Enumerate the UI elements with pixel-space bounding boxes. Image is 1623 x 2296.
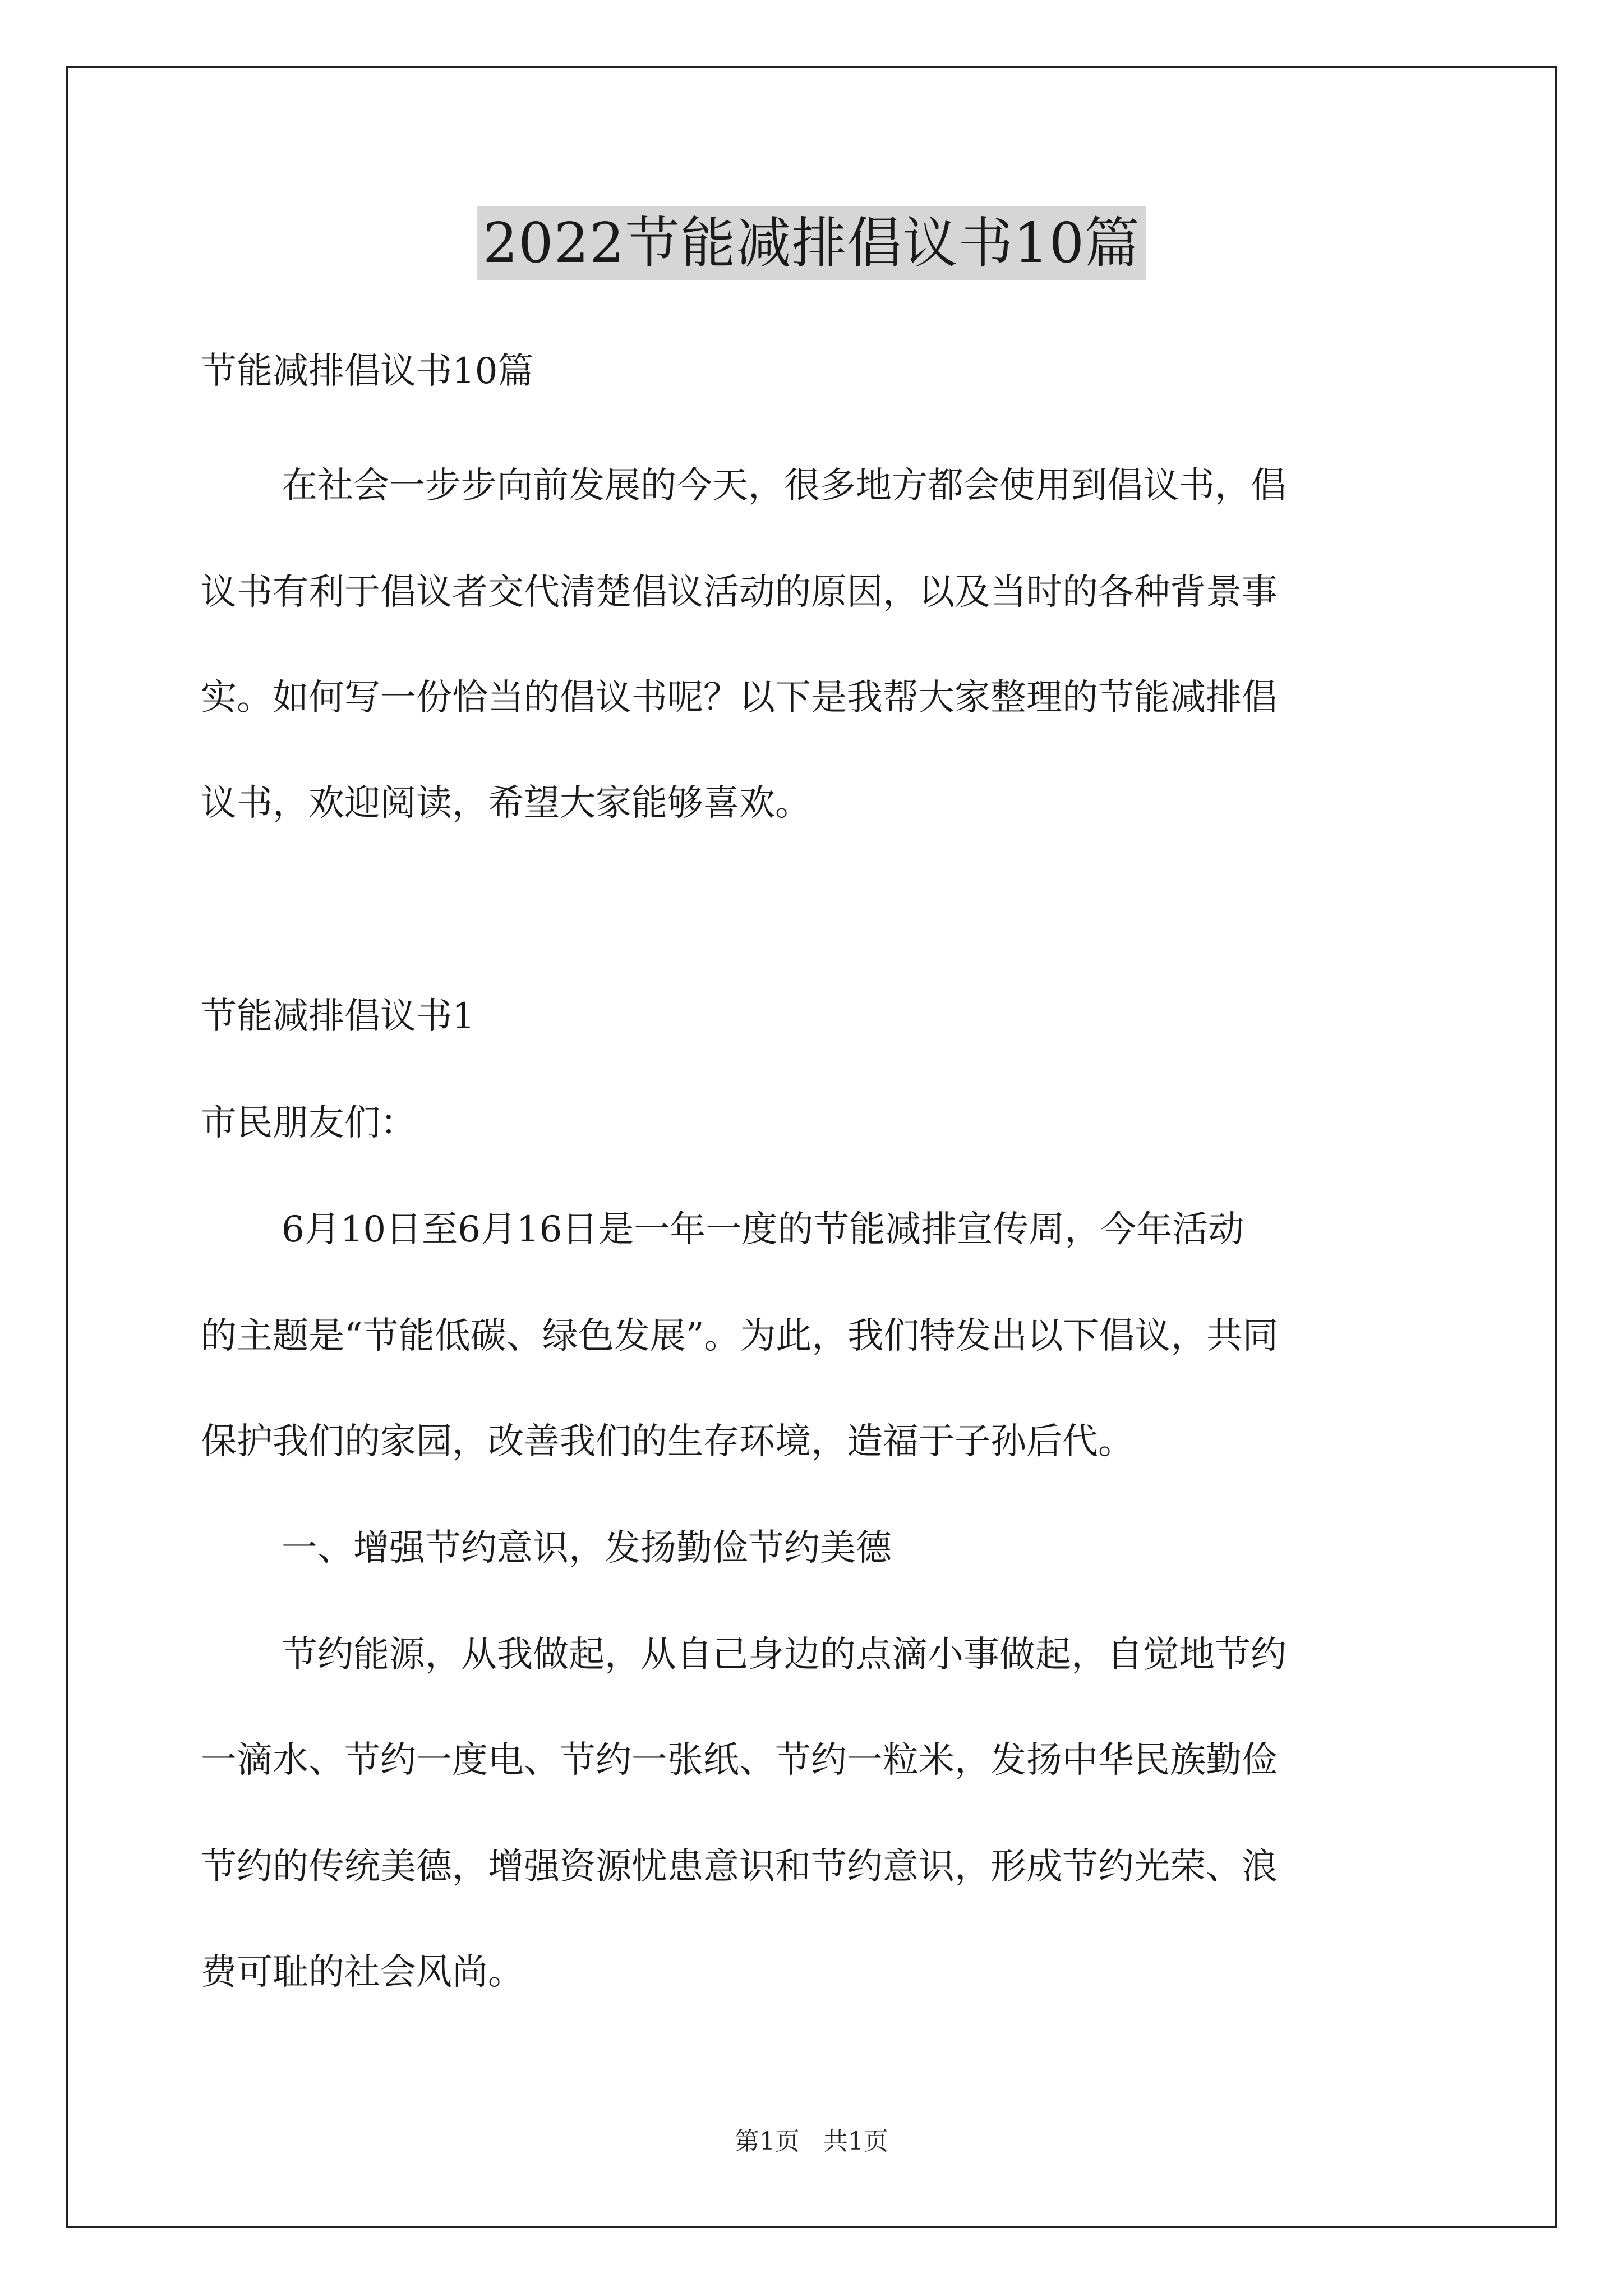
salutation-line: 市民朋友们： [201,1102,416,1144]
paragraph-line: 节约的传统美德，增强资源忧患意识和节约意识，形成节约光荣、浪 [201,1846,1278,1888]
total-pages: 共1页 [823,2127,888,2156]
paragraph-line: 议书，欢迎阅读，希望大家能够喜欢。 [201,783,811,824]
paragraph-line: 保护我们的家园，改善我们的生存环境，造福于子孙后代。 [201,1421,1134,1462]
paragraph-line: 实。如何写一份恰当的倡议书呢？以下是我帮大家整理的节能减排倡 [201,677,1278,719]
paragraph-line: 一滴水、节约一度电、节约一张纸、节约一粒米，发扬中华民族勤俭 [201,1740,1278,1781]
paragraph-line: 费可耻的社会风尚。 [201,1952,524,1993]
page-footer [0,2125,1623,2159]
subsection-heading: 一、增强节约意识，发扬勤俭节约美德 [282,1527,892,1569]
paragraph-line: 节约能源，从我做起，从自己身边的点滴小事做起，自觉地节约 [282,1634,1287,1676]
section-heading: 节能减排倡议书1 [201,996,475,1037]
paragraph-line: 议书有利于倡议者交代清楚倡议活动的原因，以及当时的各种背景事 [201,572,1278,613]
paragraph-line: 的主题是“节能低碳、绿色发展”。为此，我们特发出以下倡议，共同 [201,1315,1279,1357]
page-number: 第1页 [735,2127,800,2156]
title-container [0,206,1623,280]
subtitle-line: 节能减排倡议书10篇 [201,351,534,392]
paragraph-line: 在社会一步步向前发展的今天，很多地方都会使用到倡议书，倡 [282,465,1287,507]
paragraph-line: 6月10日至6月16日是一年一度的节能减排宣传周，今年活动 [282,1209,1244,1250]
document-title: 2022节能减排倡议书10篇 [477,206,1146,280]
